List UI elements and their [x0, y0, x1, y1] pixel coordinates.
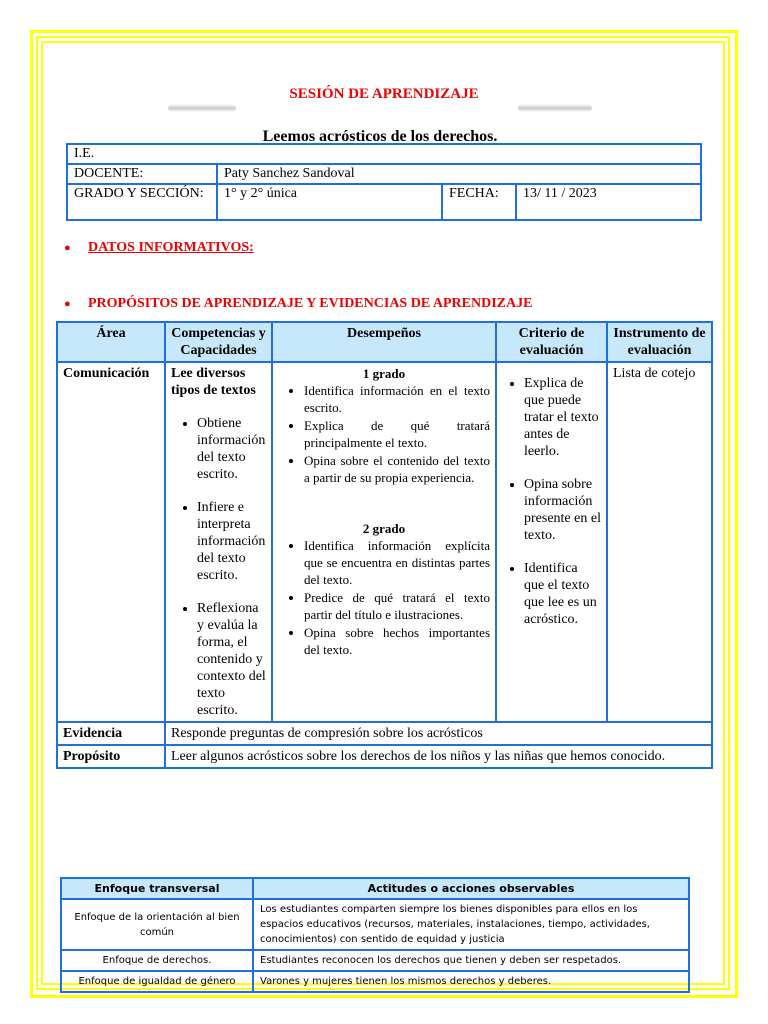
- table-row: [67, 184, 701, 220]
- header-desempenos: Desempeños: [272, 322, 496, 362]
- enfoque-name: Enfoque de igualdad de género: [61, 971, 253, 992]
- list-item: • Predice de qué tratará el texto partir del título e ilustraciones.: [304, 589, 490, 623]
- header-criterio: Criterio de evaluación: [496, 322, 607, 362]
- grado1-title: 1 grado: [362, 366, 406, 381]
- fecha-label: FECHA:: [442, 184, 516, 220]
- fecha-value: 13/ 11 / 2023: [516, 184, 701, 220]
- list-item: • Opina sobre el contenido del texto a partir de su propia experiencia.: [304, 452, 490, 486]
- grado1-list: [278, 382, 490, 486]
- proposito-value: Leer algunos acrósticos sobre los derechos de los niños y las niñas que hemos conocido.: [165, 745, 712, 768]
- table-header-row: [57, 322, 712, 362]
- list-item: • Opina sobre hechos importantes del texto.: [304, 624, 490, 658]
- list-item: • Explica de que puede tratar el texto antes de leerlo.: [524, 375, 601, 460]
- enfoque-action: Varones y mujeres tienen los mismos derechos y deberes.: [253, 971, 689, 992]
- table-row: [67, 164, 701, 184]
- section-heading: PROPÓSITOS DE APRENDIZAJE Y EVIDENCIAS DE APRENDIZAJE: [88, 296, 533, 311]
- grado2-list: [278, 537, 490, 658]
- decorative-bar-right: [518, 104, 592, 112]
- list-item: • Infiere e interpreta información del texto escrito.: [197, 499, 266, 584]
- list-item: • Identifica que el texto que lee es un acróstico.: [524, 560, 601, 628]
- capacidades-list: [171, 415, 266, 719]
- list-item: • Obtiene información del texto escrito.: [197, 415, 266, 483]
- info-table: [66, 143, 702, 221]
- grado2-title: 2 grado: [362, 521, 406, 536]
- docente-label: DOCENTE:: [67, 164, 217, 184]
- desempenos-cell: [272, 362, 496, 722]
- criterios-list: [502, 375, 601, 628]
- area-cell: Comunicación: [57, 362, 165, 722]
- table-header-row: [61, 878, 689, 899]
- enfoque-name: Enfoque de la orientación al bien común: [61, 899, 253, 950]
- competencia-title: Lee diversos tipos de textos: [171, 366, 256, 398]
- list-item: • Identifica información explícita que se encuentra en distintas partes del texto.: [304, 537, 490, 588]
- header-enfoque: Enfoque transversal: [61, 878, 253, 899]
- enfoque-name: Enfoque de derechos.: [61, 950, 253, 971]
- section-heading: DATOS INFORMATIVOS:: [88, 240, 254, 255]
- enfoque-action: Estudiantes reconocen los derechos que tienen y deben ser respetados.: [253, 950, 689, 971]
- section-propositos: [64, 296, 532, 312]
- table-row: [57, 745, 712, 768]
- proposito-label: Propósito: [57, 745, 165, 768]
- bullet-icon: ●: [64, 298, 71, 310]
- header-area: Área: [57, 322, 165, 362]
- section-datos-informativos: [64, 240, 254, 256]
- decorative-bar-left: [168, 104, 236, 112]
- table-row: [61, 899, 689, 950]
- docente-value: Paty Sanchez Sandoval: [217, 164, 701, 184]
- session-subtitle: Leemos acrósticos de los derechos.: [262, 128, 498, 145]
- table-row: [57, 362, 712, 722]
- list-item: • Identifica información en el texto escrito.: [304, 382, 490, 416]
- competencias-cell: [165, 362, 272, 722]
- criterio-cell: [496, 362, 607, 722]
- enfoque-table: [60, 877, 690, 993]
- list-item: • Explica de qué tratará principalmente el texto.: [304, 417, 490, 451]
- header-instrumento: Instrumento de evaluación: [607, 322, 712, 362]
- grado-value: 1° y 2° única: [217, 184, 442, 220]
- table-row: [67, 144, 701, 164]
- instrumento-cell: Lista de cotejo: [607, 362, 712, 722]
- ie-label: I.E.: [67, 144, 701, 164]
- table-row: [57, 722, 712, 745]
- grado-label: GRADO Y SECCIÓN:: [67, 184, 217, 220]
- list-item: • Opina sobre información presente en el texto.: [524, 476, 601, 544]
- list-item: • Reflexiona y evalúa la forma, el contenido y contexto del texto escrito.: [197, 600, 266, 719]
- table-row: [61, 971, 689, 992]
- evidencia-value: Responde preguntas de compresión sobre los acrósticos: [165, 722, 712, 745]
- bullet-icon: ●: [64, 242, 71, 254]
- header-competencias: Competencias y Capacidades: [165, 322, 272, 362]
- purposes-table: [56, 321, 713, 769]
- enfoque-action: Los estudiantes comparten siempre los bienes disponibles para ellos en los espacios educativos (recursos, materiales, instalaciones, tiempo, actividades, conocimientos) con sentido de equidad y justicia: [253, 899, 689, 950]
- evidencia-label: Evidencia: [57, 722, 165, 745]
- session-title: SESIÓN DE APRENDIZAJE: [289, 86, 479, 102]
- header-acciones: Actitudes o acciones observables: [253, 878, 689, 899]
- table-row: [61, 950, 689, 971]
